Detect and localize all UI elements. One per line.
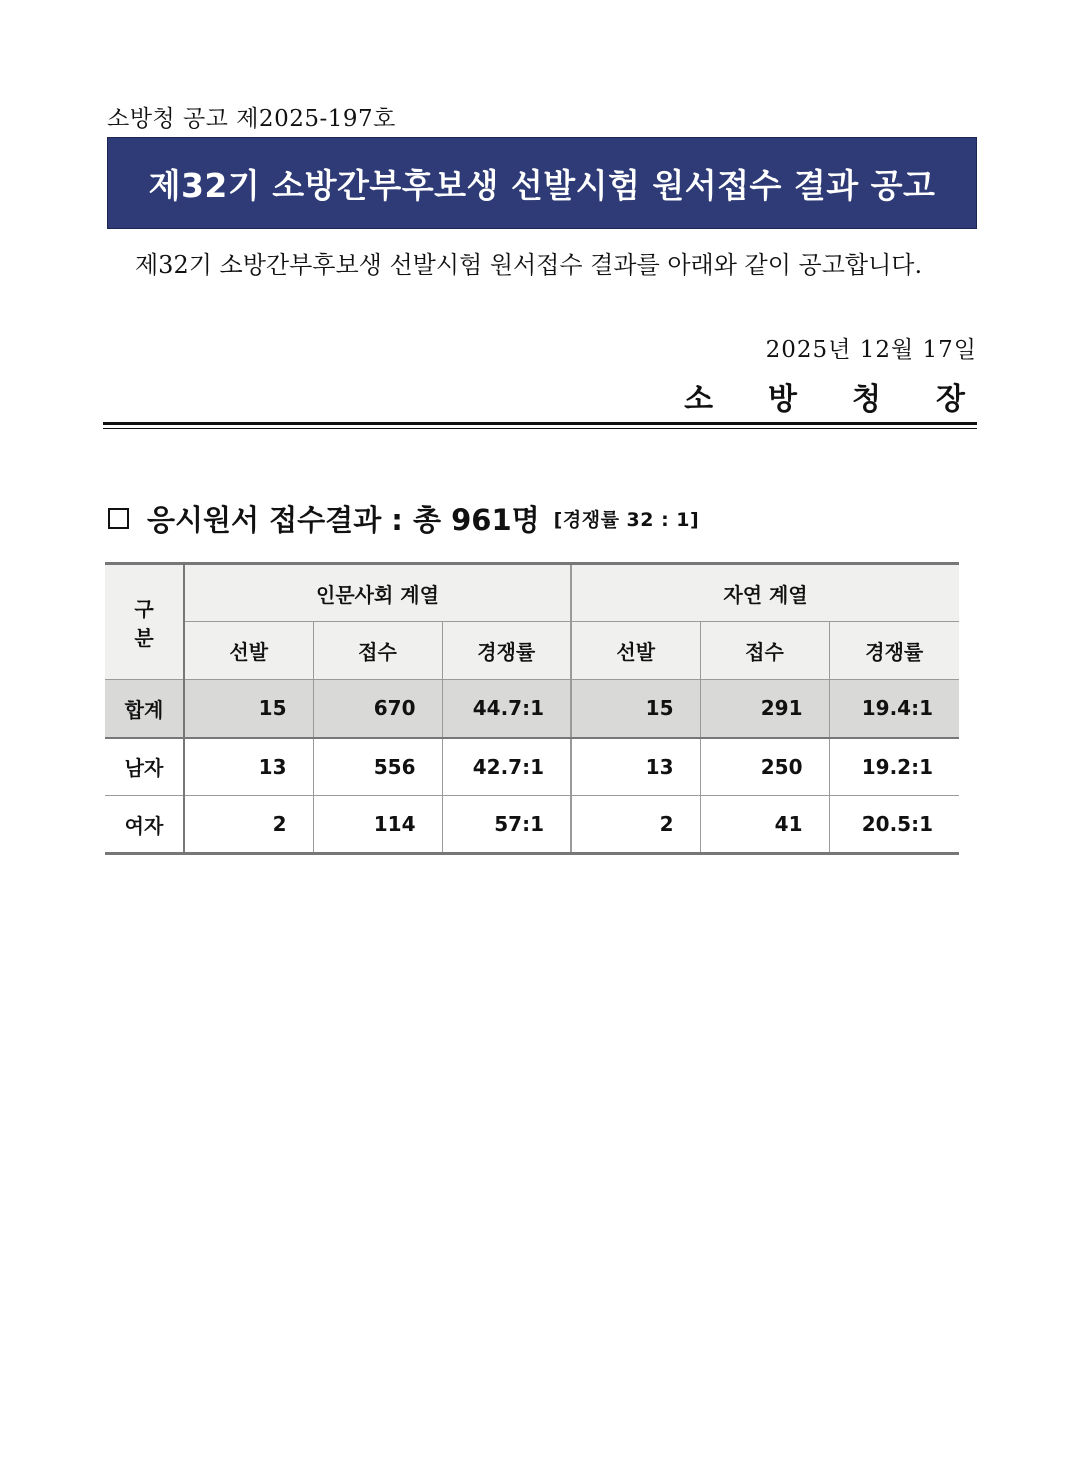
table-header-row [105, 564, 959, 622]
subheader-cell: 경쟁률 [829, 622, 959, 680]
header-natural: 자연 계열 [571, 564, 959, 622]
table-cell: 670 [313, 680, 442, 738]
divider-thick [103, 422, 977, 425]
table-cell: 15 [571, 680, 700, 738]
table-cell: 250 [700, 738, 829, 796]
notice-body: 제32기 소방간부후보생 선발시험 원서접수 결과를 아래와 같이 공고합니다. [135, 251, 923, 279]
table-cell: 13 [571, 738, 700, 796]
table-cell: 19.4:1 [829, 680, 959, 738]
header-gubun: 구 분 [105, 564, 184, 680]
subheader-cell: 접수 [313, 622, 442, 680]
table-cell: 13 [184, 738, 313, 796]
notice-signer: 소방청장 [684, 382, 1020, 417]
row-label: 여자 [105, 796, 184, 854]
header-humanities: 인문사회 계열 [184, 564, 571, 622]
table-cell: 15 [184, 680, 313, 738]
notice-number: 소방청 공고 제2025-197호 [107, 106, 396, 132]
competition-rate: [경쟁률 32 : 1] [553, 509, 700, 531]
table-cell: 19.2:1 [829, 738, 959, 796]
notice-title-banner [107, 137, 977, 229]
table-cell: 42.7:1 [442, 738, 571, 796]
subheader-cell: 선발 [571, 622, 700, 680]
table-cell: 114 [313, 796, 442, 854]
table-cell: 291 [700, 680, 829, 738]
table-row [105, 680, 959, 738]
notice-title: 제32기 소방간부후보생 선발시험 원서접수 결과 공고 [148, 165, 936, 205]
table-cell: 556 [313, 738, 442, 796]
notice-date: 2025년 12월 17일 [765, 337, 977, 363]
row-label: 남자 [105, 738, 184, 796]
divider-thin [103, 428, 977, 429]
table-cell: 57:1 [442, 796, 571, 854]
table-subheader-row [105, 622, 959, 680]
checkbox-square-icon [108, 508, 129, 529]
table-row [105, 796, 959, 854]
table-cell: 41 [700, 796, 829, 854]
table-cell: 2 [184, 796, 313, 854]
section-heading [106, 498, 699, 539]
row-label: 합계 [105, 680, 184, 738]
table-cell: 20.5:1 [829, 796, 959, 854]
table-cell: 2 [571, 796, 700, 854]
result-table [105, 562, 959, 855]
table-cell: 44.7:1 [442, 680, 571, 738]
table-row [105, 738, 959, 796]
subheader-cell: 선발 [184, 622, 313, 680]
section-title: 응시원서 접수결과 : 총 961명 [147, 503, 540, 537]
subheader-cell: 접수 [700, 622, 829, 680]
subheader-cell: 경쟁률 [442, 622, 571, 680]
